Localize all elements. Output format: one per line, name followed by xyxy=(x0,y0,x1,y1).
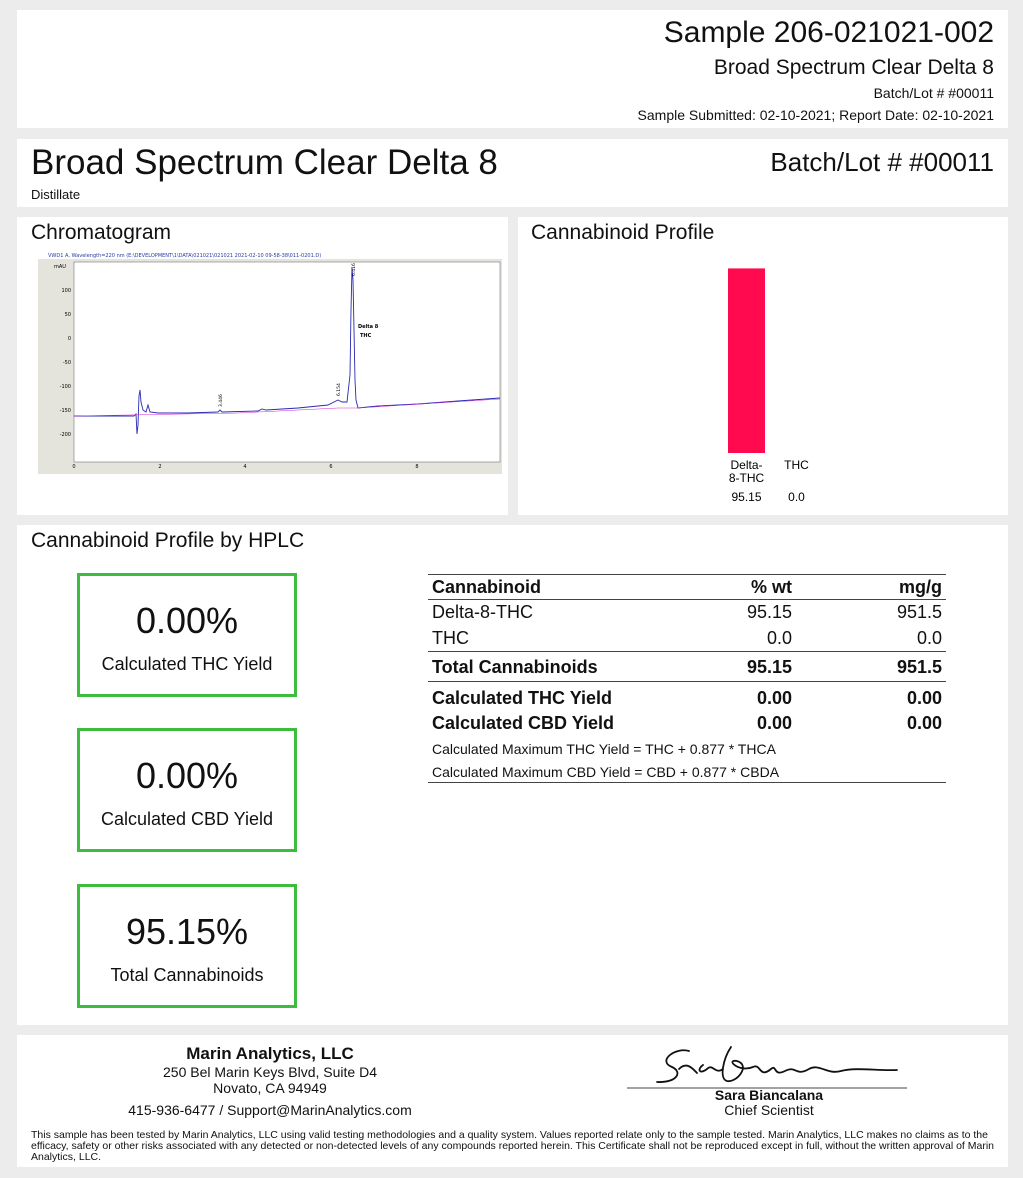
kpi-thc-yield xyxy=(77,573,297,697)
disclaimer: This sample has been tested by Marin Analytics, LLC using valid testing methodologies and a quality system. Values reported relate only to the sample tested. Marin Analytics, LLC makes no claims as to the efficacy, safety or other risks associated with any detected or non-detected levels of any compounds reported herein. This Certificate shall not be reproduced except in full, without the written approval of Marin Analytics, LLC. xyxy=(31,1129,995,1163)
peak-label: 6.416 xyxy=(352,263,357,276)
table-row xyxy=(428,626,946,652)
peak-label: 3.446 xyxy=(219,394,224,407)
table-cell: 951.5 xyxy=(896,602,942,622)
y-tick: 100 xyxy=(61,288,71,294)
table-cell: 0.0 xyxy=(916,628,942,648)
kpi-value: 0.00% xyxy=(135,600,239,641)
y-tick: 0 xyxy=(67,336,71,342)
profile-chart-title: Cannabinoid Profile xyxy=(531,221,715,244)
kpi-total-cannabinoids xyxy=(77,884,297,1008)
table-cell: 0.00 xyxy=(756,688,792,708)
y-unit-label: mAU xyxy=(54,264,66,270)
table-note xyxy=(428,737,946,760)
kpi-value: 95.15% xyxy=(125,911,249,952)
table-cell: 951.5 xyxy=(896,657,942,677)
chromatogram-image xyxy=(38,250,502,474)
table-cell: 0.0 xyxy=(766,628,792,648)
bar-value-label: 0.0 xyxy=(788,490,805,504)
company-contact: 415-936-6477 / Support@MarinAnalytics.com xyxy=(128,1102,412,1118)
chromatogram-panel xyxy=(17,217,508,515)
chromatogram-header-text: VWD1 A, Wavelength=220 nm (E:\DEVELOPMENT\1\DATA\021021\021021 2021-02-10 09-58-38\011-0201.D) xyxy=(48,253,322,259)
signature-image xyxy=(627,1039,917,1089)
hplc-panel xyxy=(17,525,1008,1025)
bar-category-label: 8-THC xyxy=(728,471,765,485)
y-tick: -150 xyxy=(59,408,71,414)
header-dates: Sample Submitted: 02-10-2021; Report Date: 02-10-2021 xyxy=(637,107,994,123)
table-total-row xyxy=(428,652,946,682)
table-cell: Delta-8-THC xyxy=(432,602,534,622)
table-cell: 95.15 xyxy=(746,657,792,677)
table-cell: 0.00 xyxy=(906,688,942,708)
company-address-2: Novato, CA 94949 xyxy=(213,1080,327,1096)
note-text: Calculated Maximum THC Yield = THC + 0.877 * THCA xyxy=(432,741,776,757)
y-tick: -200 xyxy=(59,432,71,438)
x-tick: 4 xyxy=(243,464,247,470)
report-header xyxy=(17,10,1008,128)
batch-lot: Batch/Lot # #00011 xyxy=(770,147,994,177)
bar-category-label: THC xyxy=(784,458,809,472)
kpi-label: Calculated CBD Yield xyxy=(100,809,274,829)
kpi-label: Calculated THC Yield xyxy=(101,654,273,674)
y-tick: -50 xyxy=(62,360,71,366)
kpi-cbd-yield xyxy=(77,728,297,852)
x-tick: 6 xyxy=(329,464,333,470)
table-cell: Calculated THC Yield xyxy=(432,688,613,708)
table-header: Cannabinoid xyxy=(432,577,541,597)
table-cell: THC xyxy=(432,628,469,648)
company-name: Marin Analytics, LLC xyxy=(186,1044,354,1063)
table-row xyxy=(428,600,946,626)
x-tick: 2 xyxy=(158,464,162,470)
table-cell: 0.00 xyxy=(756,713,792,733)
chromatogram-title: Chromatogram xyxy=(31,221,172,244)
peak-name: THC xyxy=(360,333,372,339)
product-name: Broad Spectrum Clear Delta 8 xyxy=(31,143,498,182)
y-tick: -100 xyxy=(59,384,71,390)
cannabinoid-bar-chart xyxy=(708,259,828,511)
bar-value-label: 95.15 xyxy=(731,490,762,504)
hplc-title: Cannabinoid Profile by HPLC xyxy=(31,529,305,552)
report-footer xyxy=(17,1035,1008,1167)
header-product: Broad Spectrum Clear Delta 8 xyxy=(713,56,994,79)
sample-title: Sample 206-021021-002 xyxy=(663,16,994,49)
table-cell: 95.15 xyxy=(746,602,792,622)
signer-name: Sara Biancalana xyxy=(714,1087,824,1103)
kpi-value: 0.00% xyxy=(135,755,239,796)
table-cell: Total Cannabinoids xyxy=(432,657,598,677)
table-cell: Calculated CBD Yield xyxy=(432,713,615,733)
bar-delta-8-thc xyxy=(728,268,765,453)
signer-title: Chief Scientist xyxy=(724,1102,814,1118)
note-text: Calculated Maximum CBD Yield = CBD + 0.877 * CBDA xyxy=(432,764,780,780)
table-cell: 0.00 xyxy=(906,713,942,733)
x-tick: 8 xyxy=(415,464,419,470)
peak-name: Delta 8 xyxy=(358,324,379,330)
company-address-1: 250 Bel Marin Keys Blvd, Suite D4 xyxy=(163,1064,377,1080)
bar-category-label: Delta- xyxy=(730,458,763,472)
cannabinoid-table xyxy=(428,574,946,783)
header-batch-lot: Batch/Lot # #00011 xyxy=(873,85,994,101)
table-header: % wt xyxy=(750,577,792,597)
y-tick: 50 xyxy=(64,312,71,318)
table-header: mg/g xyxy=(899,577,942,597)
kpi-label: Total Cannabinoids xyxy=(110,965,264,985)
x-tick: 0 xyxy=(72,464,76,470)
cannabinoid-profile-panel xyxy=(518,217,1008,515)
peak-label: 6.154 xyxy=(337,383,342,396)
product-title-panel xyxy=(17,139,1008,207)
product-type: Distillate xyxy=(31,187,81,202)
table-yield-row xyxy=(428,711,946,737)
table-yield-row xyxy=(428,682,946,711)
table-header-row xyxy=(428,574,946,600)
table-note xyxy=(428,760,946,783)
